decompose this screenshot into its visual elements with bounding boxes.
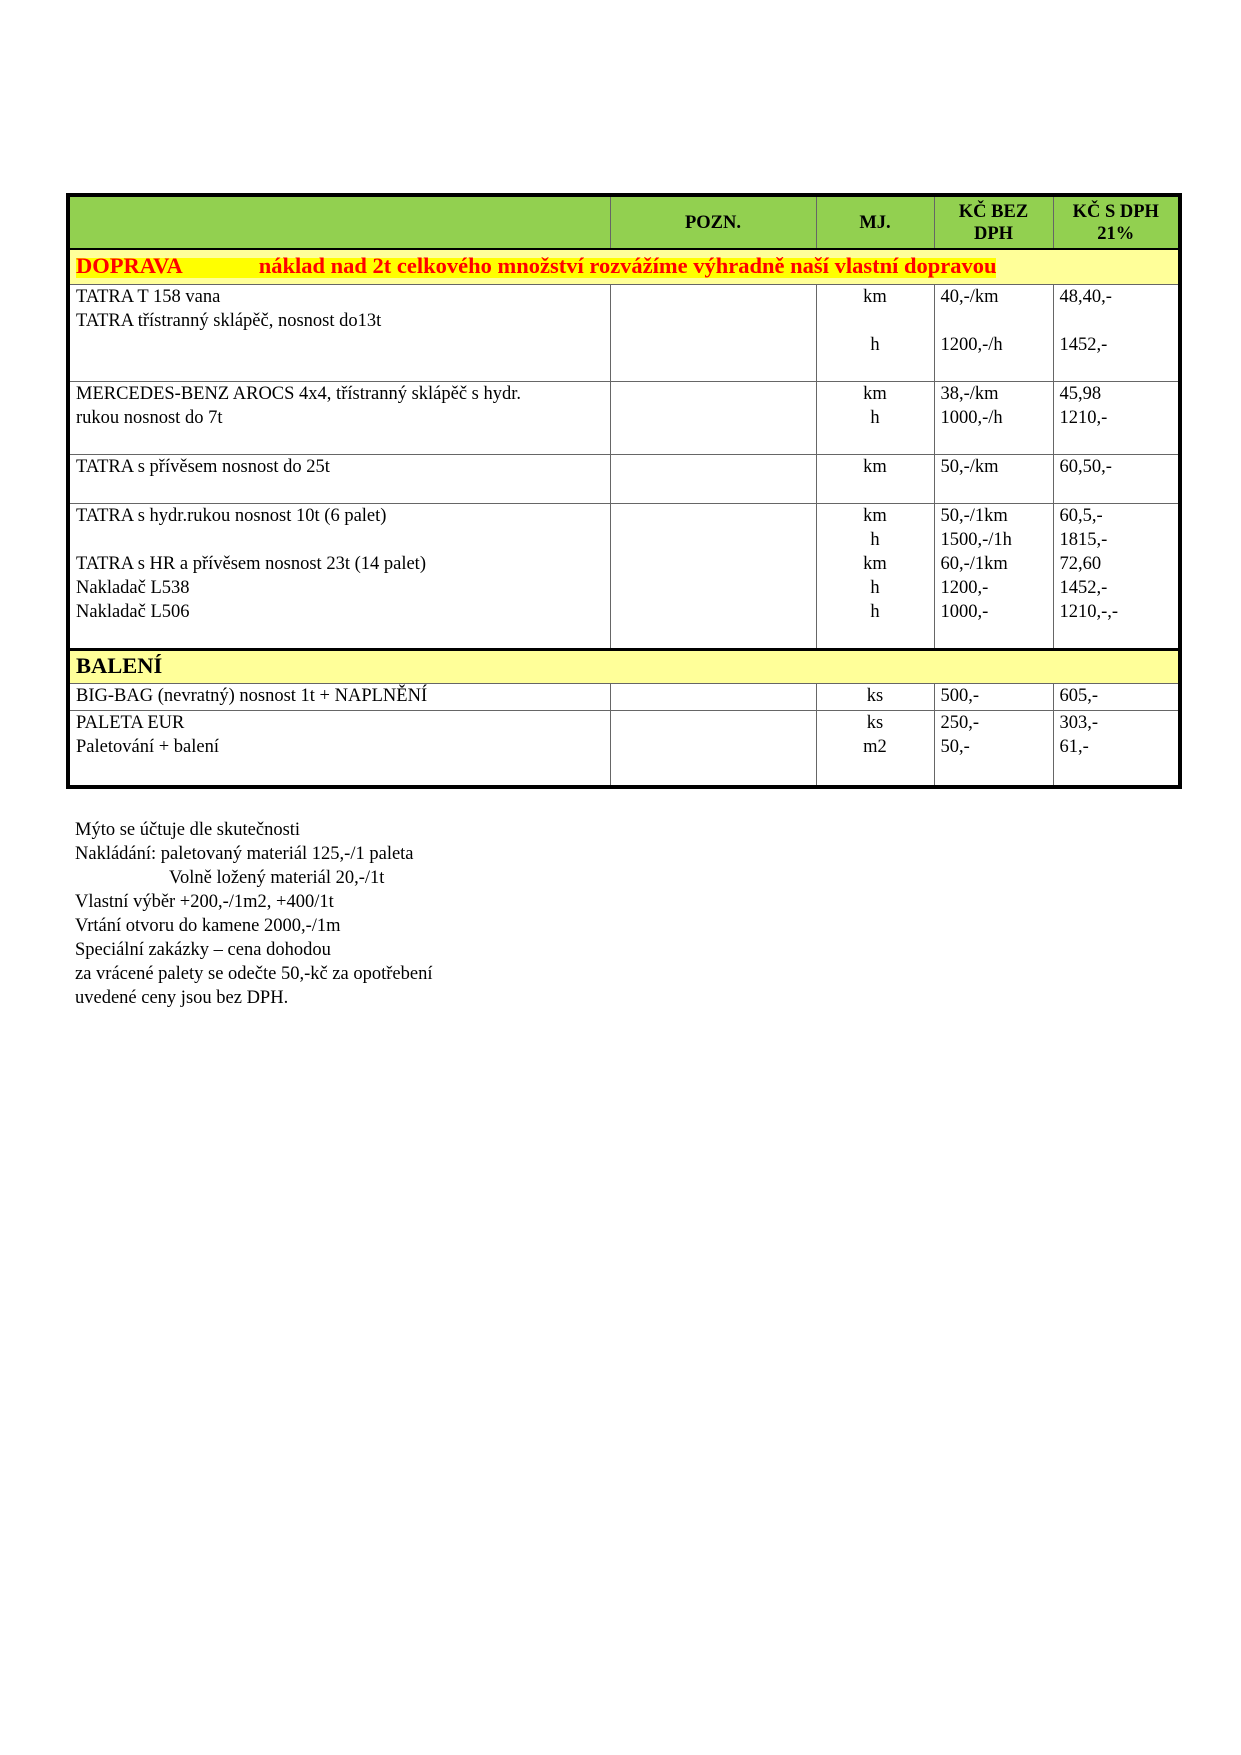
header-mj: MJ.	[816, 195, 934, 249]
note-line: Mýto se účtuje dle skutečnosti	[75, 820, 301, 840]
price-with-vat-line: 72,60	[1059, 554, 1102, 574]
section-baleni-title: BALENÍ	[76, 653, 163, 678]
unit-line: km	[863, 506, 887, 526]
item-line: PALETA EUR	[76, 713, 185, 733]
price-with-vat-cell	[1053, 285, 1180, 382]
pozn-cell	[610, 382, 816, 455]
table-row	[68, 711, 1180, 788]
price-without-vat-line: 1000,-	[940, 602, 989, 622]
item-line: TATRA s HR a přívěsem nosnost 23t (14 palet)	[76, 554, 426, 574]
price-with-vat-cell	[1053, 455, 1180, 504]
section-baleni	[68, 650, 1180, 684]
price-without-vat-line: 60,-/1km	[940, 554, 1008, 574]
price-with-vat-cell	[1053, 382, 1180, 455]
header-bez-line-1: KČ BEZ	[958, 201, 1029, 222]
unit-line: h	[870, 408, 880, 428]
price-without-vat-line: 1500,-/1h	[940, 530, 1012, 550]
table-row	[68, 684, 1180, 711]
table-row	[68, 504, 1180, 650]
unit-line: ks	[866, 713, 884, 733]
unit-cell	[816, 711, 934, 788]
table-row	[68, 285, 1180, 382]
price-with-vat-line: 1452,-	[1059, 335, 1108, 355]
item-cell	[68, 684, 610, 711]
item-line	[76, 528, 604, 552]
header-price-with-vat	[1053, 195, 1180, 249]
item-line: TATRA třístranný sklápěč, nosnost do13t	[76, 311, 382, 331]
item-line: BIG-BAG (nevratný) nosnost 1t + NAPLNĚNÍ	[76, 686, 428, 706]
header-s-line-1: KČ S DPH	[1072, 201, 1159, 222]
price-without-vat-line: 50,-/km	[940, 457, 999, 477]
unit-line: ks	[866, 686, 884, 706]
item-line: TATRA s hydr.rukou nosnost 10t (6 palet)	[76, 506, 387, 526]
unit-line: h	[870, 602, 880, 622]
doprava-rows	[68, 285, 1180, 650]
price-with-vat-line: 60,50,-	[1059, 457, 1112, 477]
unit-line: h	[870, 578, 880, 598]
price-with-vat-line: 61,-	[1059, 737, 1089, 757]
price-without-vat-line: 50,-/1km	[940, 506, 1008, 526]
unit-cell	[816, 684, 934, 711]
pozn-cell	[610, 285, 816, 382]
item-line: Paletování + balení	[76, 737, 219, 757]
price-without-vat-line: 50,-	[940, 737, 970, 757]
unit-line: km	[863, 457, 887, 477]
section-doprava	[68, 249, 1180, 285]
price-with-vat-line: 1210,-	[1059, 408, 1108, 428]
price-with-vat-line	[1060, 309, 1173, 333]
note-line: Vlastní výběr +200,-/1m2, +400/1t	[75, 892, 334, 912]
item-cell	[68, 504, 610, 650]
unit-line	[823, 309, 928, 333]
notes-block	[75, 818, 432, 1010]
price-with-vat-line: 48,40,-	[1059, 287, 1112, 307]
price-without-vat-line: 250,-	[940, 713, 980, 733]
header-bez-line-2: DPH	[973, 223, 1014, 244]
item-line: TATRA T 158 vana	[76, 287, 221, 307]
note-line: za vrácené palety se odečte 50,-kč za opotřebení	[75, 964, 433, 984]
unit-line: h	[870, 335, 880, 355]
price-with-vat-cell	[1053, 684, 1180, 711]
unit-line: km	[863, 554, 887, 574]
header-s-line-2: 21%	[1097, 223, 1135, 244]
table-row	[68, 382, 1180, 455]
header-pozn: POZN.	[610, 195, 816, 249]
item-cell	[68, 455, 610, 504]
section-doprava-title: DOPRAVA	[76, 253, 183, 278]
note-line: Nakládání: paletovaný materiál 125,-/1 paleta	[75, 844, 414, 864]
baleni-rows	[68, 684, 1180, 788]
unit-line: km	[863, 287, 887, 307]
price-with-vat-line: 1210,-,-	[1059, 602, 1119, 622]
price-with-vat-line: 303,-	[1059, 713, 1099, 733]
unit-cell	[816, 285, 934, 382]
header-item	[68, 195, 610, 249]
pozn-cell	[610, 684, 816, 711]
price-without-vat-line: 1200,-/h	[940, 335, 1003, 355]
unit-cell	[816, 382, 934, 455]
item-cell	[68, 711, 610, 788]
header-price-without-vat	[934, 195, 1053, 249]
price-without-vat-cell	[934, 455, 1053, 504]
price-without-vat-cell	[934, 504, 1053, 650]
price-without-vat-line: 38,-/km	[940, 384, 999, 404]
item-line	[76, 333, 604, 357]
price-with-vat-cell	[1053, 504, 1180, 650]
unit-line: h	[870, 530, 880, 550]
price-with-vat-line: 1815,-	[1059, 530, 1108, 550]
unit-cell	[816, 455, 934, 504]
price-table	[66, 193, 1182, 789]
unit-cell	[816, 504, 934, 650]
price-without-vat-cell	[934, 285, 1053, 382]
unit-line: m2	[863, 737, 887, 757]
item-line: rukou nosnost do 7t	[76, 408, 223, 428]
price-with-vat-line: 605,-	[1059, 686, 1099, 706]
price-with-vat-line: 60,5,-	[1059, 506, 1103, 526]
price-with-vat-line: 45,98	[1059, 384, 1102, 404]
table-header-row	[68, 195, 1180, 249]
item-line: Nakladač L538	[76, 578, 190, 598]
price-with-vat-cell	[1053, 711, 1180, 788]
note-line: uvedené ceny jsou bez DPH.	[75, 988, 289, 1008]
price-without-vat-line: 1200,-	[940, 578, 989, 598]
note-line: Volně ložený materiál 20,-/1t	[169, 868, 385, 888]
pozn-cell	[610, 711, 816, 788]
price-with-vat-line: 1452,-	[1059, 578, 1108, 598]
price-without-vat-line: 40,-/km	[940, 287, 999, 307]
item-line: TATRA s přívěsem nosnost do 25t	[76, 457, 330, 477]
note-line: Speciální zakázky – cena dohodou	[75, 940, 331, 960]
price-without-vat-cell	[934, 711, 1053, 788]
pozn-cell	[610, 504, 816, 650]
table-row	[68, 455, 1180, 504]
note-line: Vrtání otvoru do kamene 2000,-/1m	[75, 916, 341, 936]
item-cell	[68, 382, 610, 455]
price-without-vat-line: 1000,-/h	[940, 408, 1003, 428]
price-without-vat-cell	[934, 382, 1053, 455]
price-without-vat-cell	[934, 684, 1053, 711]
item-cell	[68, 285, 610, 382]
item-line: MERCEDES-BENZ AROCS 4x4, třístranný sklápěč s hydr.	[76, 384, 522, 404]
item-line: Nakladač L506	[76, 602, 190, 622]
pozn-cell	[610, 455, 816, 504]
price-without-vat-line: 500,-	[940, 686, 980, 706]
unit-line: km	[863, 384, 887, 404]
section-doprava-note: náklad nad 2t celkového množství rozvážíme výhradně naší vlastní dopravou	[258, 253, 997, 278]
price-without-vat-line	[941, 309, 1047, 333]
